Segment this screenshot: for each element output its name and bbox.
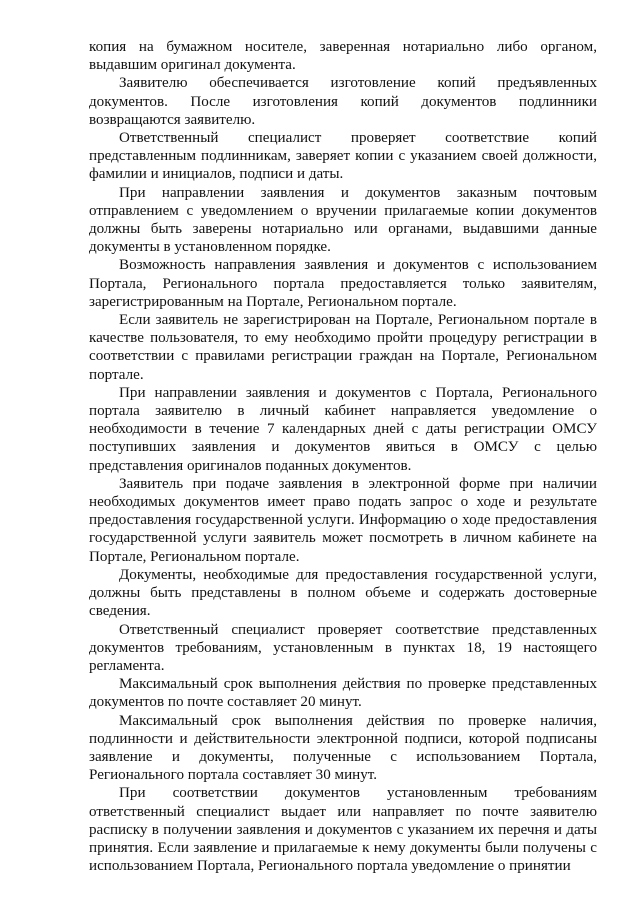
paragraph: Заявитель при подаче заявления в электронной форме при наличии необходимых документов имеет право подать запрос о ходе и результате предоставления государственной услуги. Информацию о ходе предоставления государственной услуги заявитель может посмотреть в личном кабинете на Портале, Региональном портале. [89, 475, 597, 565]
paragraph-continuation: копия на бумажном носителе, заверенная нотариально либо органом, выдавшим оригинал документа. [89, 39, 597, 74]
paragraph: Максимальный срок выполнения действия по проверке представленных документов по почте составляет 20 минут. [89, 676, 597, 711]
paragraph: Ответственный специалист проверяет соответствие копий представленным подлинникам, заверяет копии с указанием своей должности, фамилии и инициалов, подписи и даты. [89, 130, 597, 183]
paragraph: При направлении заявления и документов заказным почтовым отправлением с уведомлением о вручении прилагаемые копии документов должны быть заверены нотариально или органами, выдавшими данные документы в установленном порядке. [89, 184, 597, 256]
document-page [89, 38, 597, 875]
paragraph: При направлении заявления и документов с Портала, Регионального портала заявителю в личный кабинет направляется уведомление о необходимости в течение 7 календарных дней с даты регистрации ОМСУ поступивших заявления и документов явиться в ОМСУ с целью представления оригиналов поданных документов. [89, 384, 597, 474]
paragraph: Документы, необходимые для предоставления государственной услуги, должны быть представлены в полном объеме и содержать достоверные сведения. [89, 566, 597, 620]
paragraph: Ответственный специалист проверяет соответствие представленных документов требованиям, установленным в пунктах 18, 19 настоящего регламента. [89, 621, 597, 674]
paragraph: При соответствии документов установленным требованиям ответственный специалист выдает или направляет по почте заявителю расписку в получении заявления и документов с указанием их перечня и даты принятия. Если заявление и прилагаемые к нему документы были получены с использованием Портала, Регионального портала уведомление о принятии [89, 785, 597, 875]
paragraph: Если заявитель не зарегистрирован на Портале, Региональном портале в качестве пользователя, то ему необходимо пройти процедуру регистрации в соответствии с правилами регистрации граждан на Портале, Региональном портале. [89, 312, 597, 383]
paragraph: Возможность направления заявления и документов с использованием Портала, Регионального портала предоставляется только заявителям, зарегистрированным на Портале, Региональном портале. [89, 257, 597, 310]
paragraph: Заявителю обеспечивается изготовление копий предъявленных документов. После изготовления копий документов подлинники возвращаются заявителю. [89, 75, 597, 128]
paragraph: Максимальный срок выполнения действия по проверке наличия, подлинности и действительности электронной подписи, которой подписаны заявление и документы, полученные с использованием Портала, Регионального портала составляет 30 минут. [89, 712, 597, 784]
